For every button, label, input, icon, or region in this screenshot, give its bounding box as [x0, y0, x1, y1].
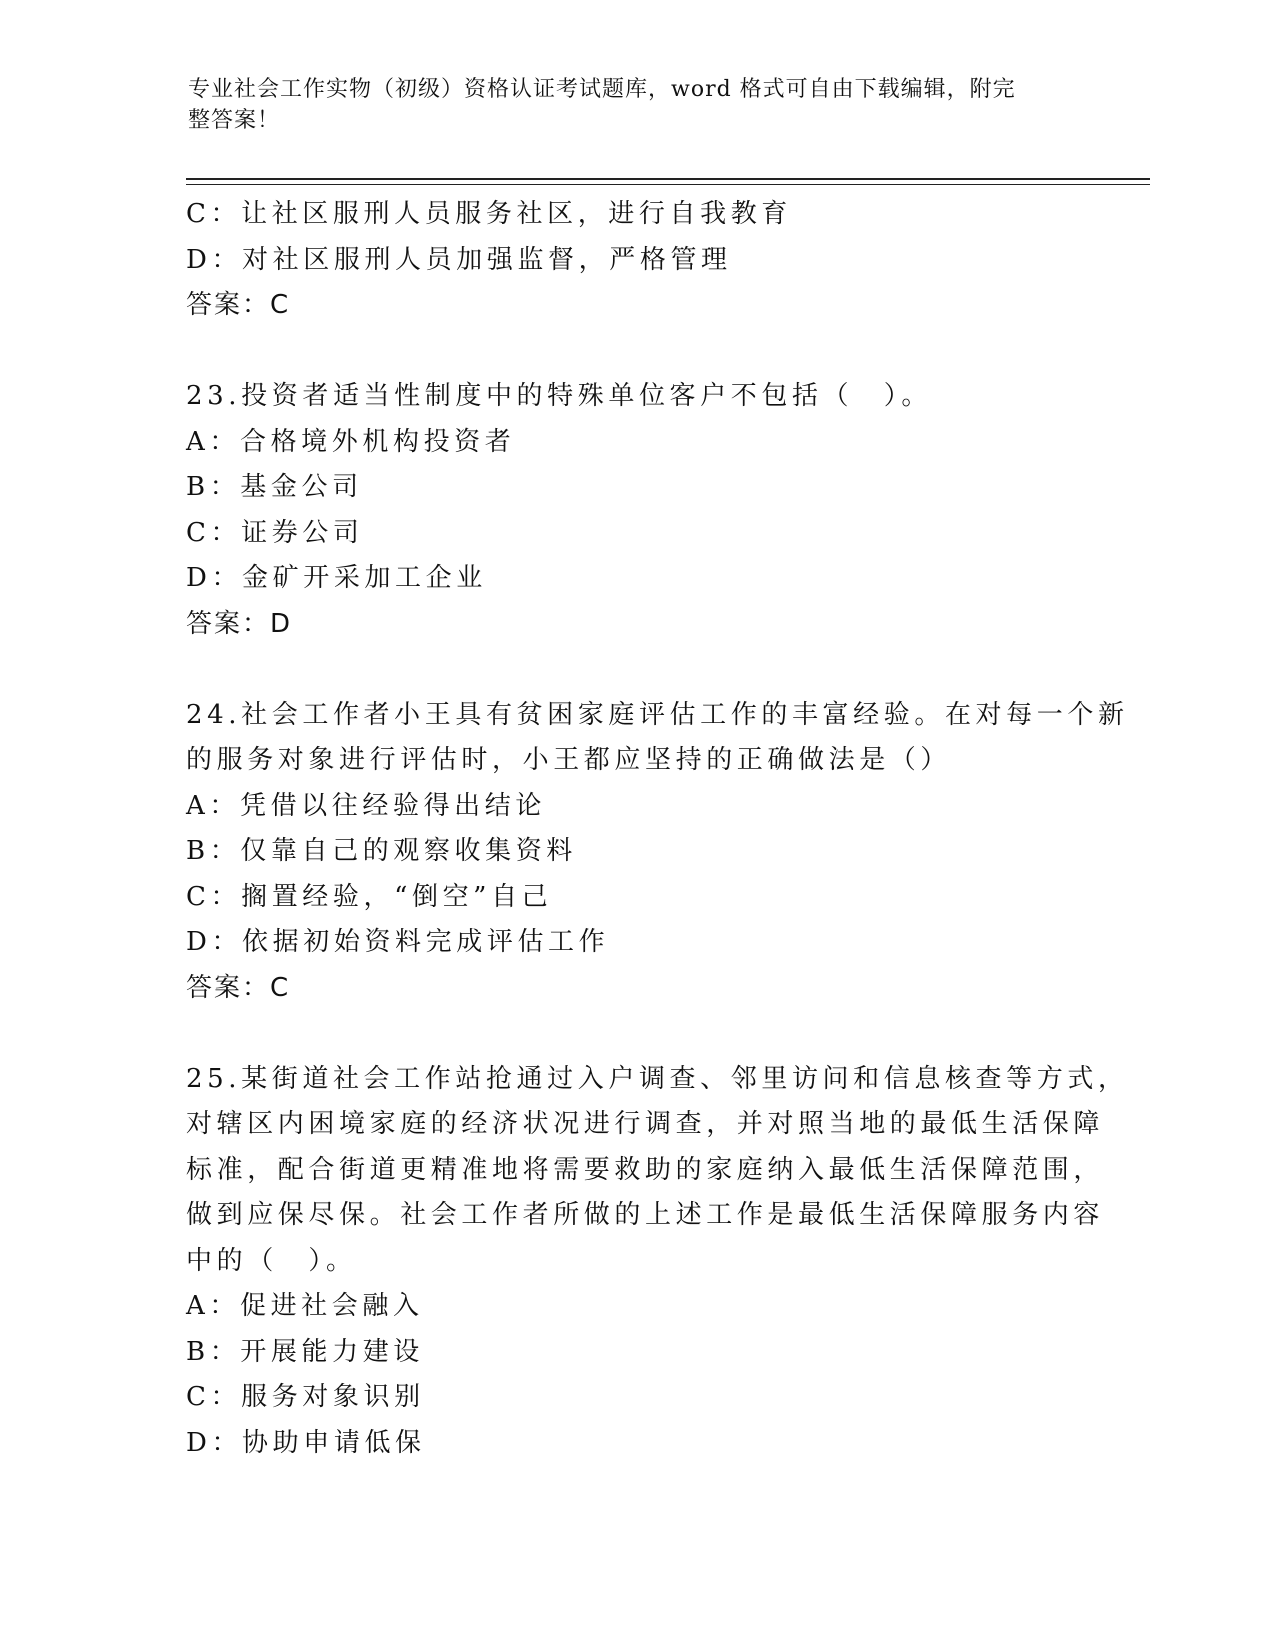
- spacer: [186, 329, 1076, 375]
- question-stem: [186, 374, 1076, 420]
- option-d: D：协助申请低保: [186, 1427, 426, 1458]
- header-rule-thin: [186, 184, 1150, 185]
- option-b: B：开展能力建设: [186, 1336, 424, 1367]
- header-line-1: 专业社会工作实物（初级）资格认证考试题库，word 格式可自由下载编辑，附完: [188, 77, 1016, 102]
- stem-line: 标准，配合街道更精准地将需要救助的家庭纳入最低生活保障范围，: [186, 1154, 1105, 1185]
- option-c: C：让社区服刑人员服务社区，进行自我教育: [186, 199, 792, 229]
- stem-line: 的服务对象进行评估时，小王都应坚持的正确做法是（）: [186, 745, 952, 775]
- option-d: D：对社区服刑人员加强监督，严格管理: [186, 244, 732, 275]
- header-rule-thick: [186, 178, 1150, 180]
- stem-line: 24.社会工作者小王具有贫困家庭评估工作的丰富经验。在对每一个新: [186, 699, 1129, 730]
- stem-line: 25.某街道社会工作站抢通过入户调查、邻里访问和信息核查等方式，: [186, 1063, 1129, 1094]
- stem-line: 对辖区内困境家庭的经济状况进行调查，并对照当地的最低生活保障: [186, 1109, 1105, 1139]
- header-line-2: 整答案！: [188, 108, 281, 133]
- question-stem: [186, 693, 1129, 784]
- question-22-tail: [186, 192, 1076, 329]
- question-stem: [186, 1057, 1129, 1285]
- option-c: C：证券公司: [186, 517, 364, 548]
- stem-line: 中的（ ）。: [186, 1245, 357, 1276]
- option-a: A：促进社会融入: [186, 1291, 424, 1321]
- page-header: [188, 74, 1068, 136]
- spacer: [186, 1011, 1076, 1057]
- answer-line: 答案：C: [186, 290, 291, 320]
- answer-line: 答案：D: [186, 608, 293, 639]
- spacer: [186, 647, 1076, 693]
- option-c: C：服务对象识别: [186, 1382, 425, 1412]
- option-b: B：仅靠自己的观察收集资料: [186, 836, 577, 866]
- option-b: B：基金公司: [186, 472, 363, 502]
- question-25: [186, 1057, 1129, 1467]
- stem-line: 23.投资者适当性制度中的特殊单位客户不包括（ ）。: [186, 381, 932, 411]
- question-24: [186, 693, 1129, 1012]
- option-d: D：依据初始资料完成评估工作: [186, 927, 610, 957]
- option-a: A：合格境外机构投资者: [186, 426, 516, 457]
- document-body: [186, 192, 1129, 1466]
- answer-line: 答案：C: [186, 972, 291, 1003]
- option-a: A：凭借以往经验得出结论: [186, 790, 546, 821]
- stem-line: 做到应保尽保。社会工作者所做的上述工作是最低生活保障服务内容: [186, 1200, 1105, 1230]
- option-c: C：搁置经验，“倒空”自己: [186, 881, 553, 912]
- option-d: D：金矿开采加工企业: [186, 563, 487, 593]
- question-23: [186, 374, 1076, 647]
